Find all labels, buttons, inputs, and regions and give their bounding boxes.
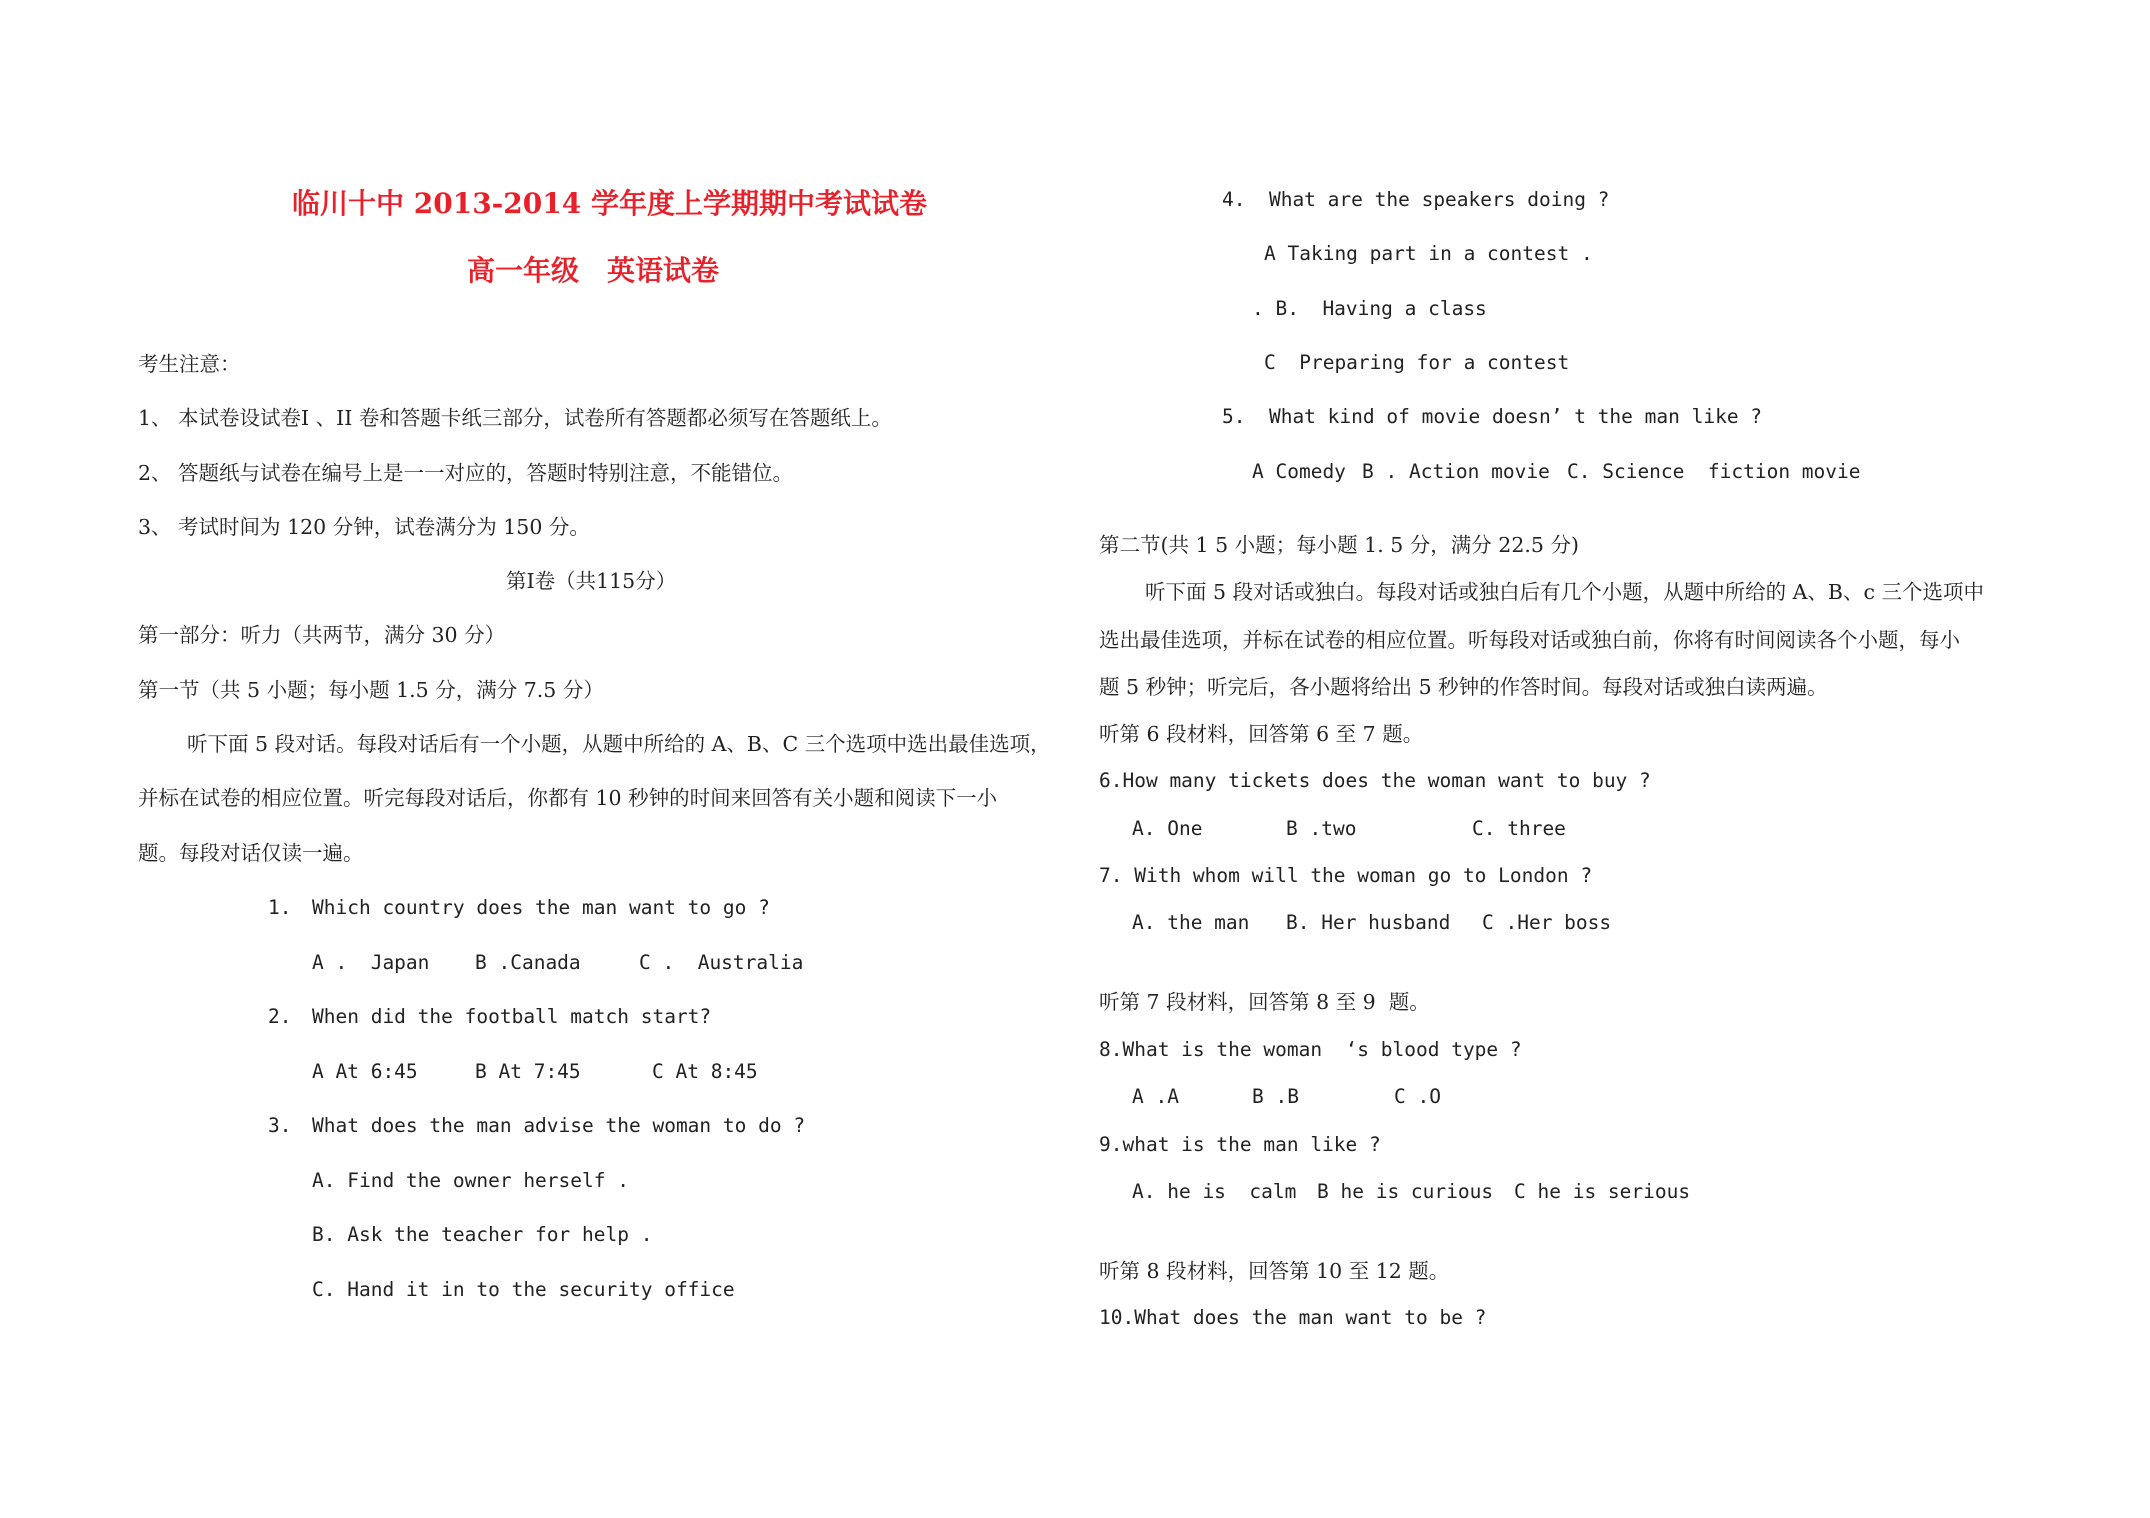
question-stem: 6.How many tickets does the woman want to buy ? — [1099, 769, 1651, 792]
option-c: C At 8:45 — [652, 1060, 758, 1083]
question-stem: 5. What kind of movie doesn’ t the man like ? — [1222, 405, 1763, 428]
section2-heading: 第二节(共 1 5 小题；每小题 1. 5 分，满分 22.5 分) — [1099, 533, 1579, 557]
option-a: A . Japan — [312, 951, 430, 974]
question-stem: Which country does the man want to go ? — [312, 896, 770, 919]
question-number: 2. — [268, 1005, 292, 1028]
exam-title: 临川十中 2013-2014 学年度上学期期中考试试卷 — [292, 187, 927, 220]
question-number: 3. — [268, 1114, 292, 1137]
exam-subtitle: 高一年级 英语试卷 — [467, 254, 720, 287]
question-number: 1. — [268, 896, 292, 919]
section1-instructions: 题。每段对话仅读一遍。 — [138, 841, 364, 865]
option-c: C .Her boss — [1482, 911, 1612, 934]
option-b: B .Canada — [475, 951, 581, 974]
option-b: . B. Having a class — [1252, 297, 1487, 320]
notice-item: 1、 本试卷设试卷Ⅰ 、II 卷和答题卡纸三部分，试卷所有答题都必须写在答题纸上。 — [138, 406, 892, 430]
question-stem: When did the football match start? — [312, 1005, 712, 1028]
option-c: C he is serious — [1514, 1180, 1691, 1203]
question-stem: 4. What are the speakers doing ? — [1222, 188, 1610, 211]
question-stem: What does the man advise the woman to do ? — [312, 1114, 806, 1137]
option-a: A At 6:45 — [312, 1060, 418, 1083]
question-stem: 7. With whom will the woman go to London ? — [1099, 864, 1593, 887]
question-stem: 10.What does the man want to be ? — [1099, 1306, 1487, 1329]
notice-item: 3、 考试时间为 120 分钟，试卷满分为 150 分。 — [138, 515, 590, 539]
option-a: A .A — [1132, 1085, 1179, 1108]
option-b: B. Ask the teacher for help . — [312, 1223, 653, 1246]
question-stem: 9.what is the man like ? — [1099, 1133, 1381, 1156]
material-6-heading: 听第 6 段材料，回答第 6 至 7 题。 — [1099, 722, 1424, 746]
option-c: C .O — [1394, 1085, 1441, 1108]
part1-heading: 第一部分：听力（共两节，满分 30 分） — [138, 623, 506, 647]
material-7-heading: 听第 7 段材料，回答第 8 至 9 题。 — [1099, 990, 1430, 1014]
option-c: C. Hand it in to the security office — [312, 1278, 735, 1301]
section1-instructions: 听下面 5 段对话。每段对话后有一个小题，从题中所给的 A、B、C 三个选项中选出最佳选项， — [187, 732, 1051, 756]
option-b: B .two — [1286, 817, 1357, 840]
option-a: A. he is calm — [1132, 1180, 1297, 1203]
volume1-heading: 第Ⅰ卷（共115分） — [506, 569, 677, 593]
option-b: B. Her husband — [1286, 911, 1451, 934]
section1-instructions: 并标在试卷的相应位置。听完每段对话后，你都有 10 秒钟的时间来回答有关小题和阅读下一小 — [138, 786, 998, 810]
section2-instructions: 听下面 5 段对话或独白。每段对话或独白后有几个小题，从题中所给的 A、B、c 三个选项中 — [1145, 580, 1984, 604]
section1-heading: 第一节（共 5 小题；每小题 1.5 分，满分 7.5 分） — [138, 678, 604, 702]
notice-heading: 考生注意： — [138, 352, 241, 376]
notice-item: 2、 答题纸与试卷在编号上是一一对应的，答题时特别注意，不能错位。 — [138, 461, 794, 485]
option-c: C. Science fiction movie — [1567, 460, 1861, 483]
option-a: A. the man — [1132, 911, 1250, 934]
option-b: B At 7:45 — [475, 1060, 581, 1083]
option-b: B . Action movie — [1362, 460, 1550, 483]
option-c: C. three — [1472, 817, 1566, 840]
option-a: A Taking part in a contest . — [1264, 242, 1593, 265]
section2-instructions: 题 5 秒钟；听完后，各小题将给出 5 秒钟的作答时间。每段对话或独白读两遍。 — [1099, 675, 1828, 699]
question-stem: 8.What is the woman ‘s blood type ? — [1099, 1038, 1522, 1061]
material-8-heading: 听第 8 段材料，回答第 10 至 12 题。 — [1099, 1259, 1450, 1283]
option-c: C . Australia — [639, 951, 804, 974]
option-c: C Preparing for a contest — [1264, 351, 1570, 374]
section2-instructions: 选出最佳选项，并标在试卷的相应位置。听每段对话或独白前，你将有时间阅读各个小题，每小 — [1099, 628, 1960, 652]
option-b: B he is curious — [1317, 1180, 1494, 1203]
option-a: A. One — [1132, 817, 1203, 840]
option-a: A. Find the owner herself . — [312, 1169, 629, 1192]
option-a: A Comedy — [1252, 460, 1346, 483]
option-b: B .B — [1252, 1085, 1299, 1108]
